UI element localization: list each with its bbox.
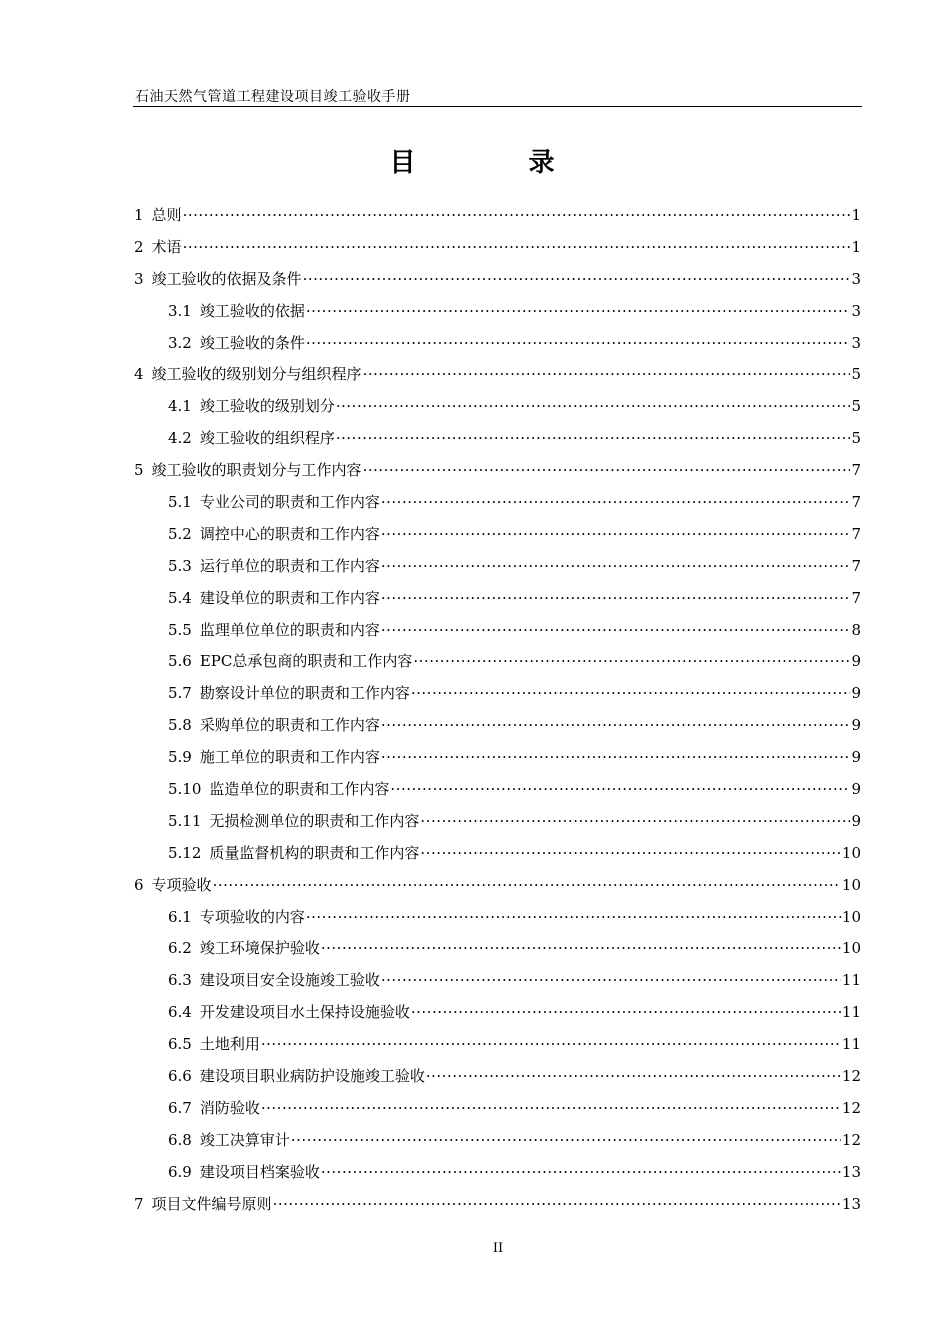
dot-leader (273, 1189, 841, 1221)
toc-entry[interactable] (134, 551, 861, 583)
toc-entry-page: 3 (851, 333, 861, 352)
dot-leader (363, 455, 851, 487)
dot-leader (381, 965, 841, 997)
dot-leader (413, 646, 850, 678)
toc-entry[interactable] (134, 997, 861, 1029)
table-of-contents (134, 200, 861, 1221)
toc-entry-label: 竣工验收的依据及条件 (151, 269, 302, 288)
toc-entry-page: 1 (851, 206, 861, 224)
dot-leader (261, 1029, 841, 1061)
toc-entry-number: 6.9 (168, 1162, 192, 1181)
toc-entry-page: 10 (841, 939, 861, 958)
toc-entry[interactable] (134, 710, 861, 742)
toc-entry-label: 土地利用 (199, 1035, 260, 1054)
toc-entry-page: 1 (851, 237, 861, 256)
toc-entry[interactable] (134, 296, 861, 328)
toc-entry-number: 5.5 (168, 620, 192, 639)
toc-entry[interactable] (134, 423, 861, 455)
toc-entry-label: 术语 (151, 237, 182, 256)
toc-entry[interactable] (134, 965, 861, 997)
toc-entry-label: 竣工验收的依据 (199, 301, 305, 320)
dot-leader (411, 997, 841, 1029)
toc-entry-label: 项目文件编号原则 (151, 1194, 272, 1213)
toc-entry-number: 4.1 (168, 397, 192, 416)
toc-entry-number: 3.2 (168, 333, 192, 352)
toc-entry-number: 5.10 (168, 780, 202, 799)
toc-entry-label: 开发建设项目水土保持设施验收 (199, 1003, 410, 1022)
toc-entry-number: 5.8 (168, 716, 192, 735)
toc-title: 目 录 (389, 148, 607, 178)
toc-entry-number: 6.5 (168, 1035, 192, 1054)
toc-entry-number: 6.7 (168, 1098, 192, 1117)
dot-leader (303, 264, 851, 296)
dot-leader (381, 615, 851, 647)
toc-entry-label: 竣工验收的条件 (199, 333, 305, 352)
toc-entry[interactable] (134, 870, 861, 902)
dot-leader (426, 1061, 841, 1093)
toc-entry-label: 勘察设计单位的职责和工作内容 (199, 684, 410, 703)
toc-entry-label: 专项验收 (151, 875, 212, 894)
dot-leader (261, 1093, 841, 1125)
toc-entry[interactable] (134, 742, 861, 774)
toc-entry-page: 10 (841, 875, 861, 894)
toc-entry[interactable] (134, 519, 861, 551)
running-header: 石油天然气管道工程建设项目竣工验收手册 (135, 89, 411, 105)
dot-leader (381, 487, 851, 519)
toc-entry-label: 无损检测单位的职责和工作内容 (209, 811, 420, 830)
toc-entry-page: 7 (851, 461, 861, 480)
toc-entry[interactable] (134, 264, 861, 296)
toc-entry-page: 9 (851, 652, 861, 671)
toc-entry-number: 5.2 (168, 524, 192, 543)
toc-entry[interactable] (134, 1125, 861, 1157)
toc-entry-number: 6.3 (168, 971, 192, 990)
toc-entry-number: 7 (134, 1194, 144, 1213)
toc-entry-number: 5.12 (168, 843, 202, 862)
toc-entry-number: 6.6 (168, 1067, 192, 1086)
toc-entry-number: 6.4 (168, 1003, 192, 1022)
toc-entry-page: 12 (841, 1067, 861, 1086)
page-number: II (492, 1241, 504, 1256)
toc-entry-page: 12 (841, 1130, 861, 1149)
toc-entry-number: 6 (134, 875, 144, 894)
toc-entry-page: 9 (851, 748, 861, 767)
toc-entry[interactable] (134, 1061, 861, 1093)
toc-entry[interactable] (134, 1029, 861, 1061)
toc-entry-number: 6.8 (168, 1130, 192, 1149)
toc-entry-number: 1 (134, 206, 144, 224)
toc-entry-page: 9 (851, 716, 861, 735)
toc-entry[interactable] (134, 1157, 861, 1189)
toc-entry-page: 8 (851, 620, 861, 639)
toc-entry-page: 3 (851, 301, 861, 320)
toc-entry-page: 10 (841, 843, 861, 862)
toc-entry-number: 5.11 (168, 811, 202, 830)
toc-entry[interactable] (134, 678, 861, 710)
toc-entry-label: 建设单位的职责和工作内容 (199, 588, 380, 607)
toc-entry-page: 11 (841, 971, 861, 990)
toc-entry-number: 5.7 (168, 684, 192, 703)
toc-entry[interactable] (134, 391, 861, 423)
toc-entry-page: 7 (851, 493, 861, 512)
dot-leader (183, 232, 851, 264)
dot-leader (381, 742, 851, 774)
toc-entry-page: 3 (851, 269, 861, 288)
toc-entry-label: 总则 (151, 206, 182, 224)
toc-entry[interactable] (134, 1093, 861, 1125)
toc-entry-label: 建设项目职业病防护设施竣工验收 (199, 1067, 425, 1086)
toc-entry[interactable] (134, 1189, 861, 1221)
toc-entry[interactable] (134, 328, 861, 360)
toc-entry[interactable] (134, 774, 861, 806)
toc-entry-number: 5.3 (168, 556, 192, 575)
toc-entry-page: 5 (851, 429, 861, 448)
dot-leader (381, 519, 851, 551)
dot-leader (213, 870, 841, 902)
dot-leader (306, 296, 851, 328)
toc-entry-page: 5 (851, 365, 861, 384)
toc-entry-page: 9 (851, 780, 861, 799)
toc-entry-label: 竣工验收的级别划分 (199, 397, 335, 416)
toc-entry-label: 施工单位的职责和工作内容 (199, 748, 380, 767)
dot-leader (321, 933, 841, 965)
dot-leader (381, 583, 851, 615)
toc-entry[interactable] (134, 838, 861, 870)
toc-entry-label: 质量监督机构的职责和工作内容 (209, 843, 420, 862)
toc-entry[interactable] (134, 487, 861, 519)
toc-entry-number: 5.4 (168, 588, 192, 607)
dot-leader (291, 1125, 841, 1157)
toc-entry-page: 7 (851, 556, 861, 575)
toc-entry-number: 5.1 (168, 493, 192, 512)
dot-leader (381, 551, 851, 583)
toc-entry[interactable] (134, 902, 861, 934)
toc-entry[interactable] (134, 583, 861, 615)
toc-entry-page: 13 (841, 1194, 861, 1213)
dot-leader (411, 678, 851, 710)
toc-entry[interactable] (134, 615, 861, 647)
toc-entry-label: 竣工环境保护验收 (199, 939, 320, 958)
dot-leader (336, 423, 851, 455)
toc-entry-label: 竣工验收的级别划分与组织程序 (151, 365, 362, 384)
toc-entry-page: 11 (841, 1035, 861, 1054)
toc-entry-number: 5.6 (168, 652, 192, 671)
dot-leader (306, 902, 841, 934)
dot-leader (306, 328, 851, 360)
toc-entry-page: 7 (851, 588, 861, 607)
toc-entry-label: 监理单位单位的职责和内容 (199, 620, 380, 639)
toc-entry-page: 7 (851, 524, 861, 543)
dot-leader (390, 774, 850, 806)
toc-entry[interactable] (134, 806, 861, 838)
toc-entry[interactable] (134, 232, 861, 264)
toc-entry-page: 9 (851, 811, 861, 830)
toc-entry-page: 5 (851, 397, 861, 416)
toc-entry[interactable] (134, 455, 861, 487)
dot-leader (336, 391, 851, 423)
toc-entry-label: 建设项目档案验收 (199, 1162, 320, 1181)
toc-entry-label: 消防验收 (199, 1098, 260, 1117)
dot-leader (420, 806, 850, 838)
toc-entry-number: 3.1 (168, 301, 192, 320)
toc-entry-page: 13 (841, 1162, 861, 1181)
toc-entry-label: 调控中心的职责和工作内容 (199, 524, 380, 543)
toc-entry-number: 4 (134, 365, 144, 384)
toc-entry-label: 建设项目安全设施竣工验收 (199, 971, 380, 990)
toc-entry-label: 竣工验收的职责划分与工作内容 (151, 461, 362, 480)
header-rule (133, 106, 862, 107)
toc-entry-label: 采购单位的职责和工作内容 (199, 716, 380, 735)
toc-entry-label: 运行单位的职责和工作内容 (199, 556, 380, 575)
toc-entry-page: 11 (841, 1003, 861, 1022)
dot-leader (420, 838, 840, 870)
dot-leader (321, 1157, 841, 1189)
dot-leader (381, 710, 851, 742)
toc-entry-label: 竣工验收的组织程序 (199, 429, 335, 448)
toc-entry-page: 9 (851, 684, 861, 703)
toc-entry[interactable] (134, 200, 861, 232)
toc-entry[interactable] (134, 933, 861, 965)
toc-entry-label: 竣工决算审计 (199, 1130, 290, 1149)
toc-entry-number: 6.1 (168, 907, 192, 926)
toc-entry[interactable] (134, 359, 861, 391)
dot-leader (363, 359, 851, 391)
toc-entry-label: 专项验收的内容 (199, 907, 305, 926)
toc-entry[interactable] (134, 646, 861, 678)
toc-entry-page: 10 (841, 907, 861, 926)
toc-entry-number: 3 (134, 269, 144, 288)
toc-entry-page: 12 (841, 1098, 861, 1117)
toc-entry-label: EPC总承包商的职责和工作内容 (199, 652, 413, 671)
dot-leader (183, 200, 851, 232)
toc-entry-number: 4.2 (168, 429, 192, 448)
toc-entry-number: 2 (134, 237, 144, 256)
toc-entry-number: 6.2 (168, 939, 192, 958)
toc-entry-number: 5 (134, 461, 144, 480)
toc-entry-label: 专业公司的职责和工作内容 (199, 493, 380, 512)
toc-entry-number: 5.9 (168, 748, 192, 767)
toc-entry-label: 监造单位的职责和工作内容 (209, 780, 390, 799)
